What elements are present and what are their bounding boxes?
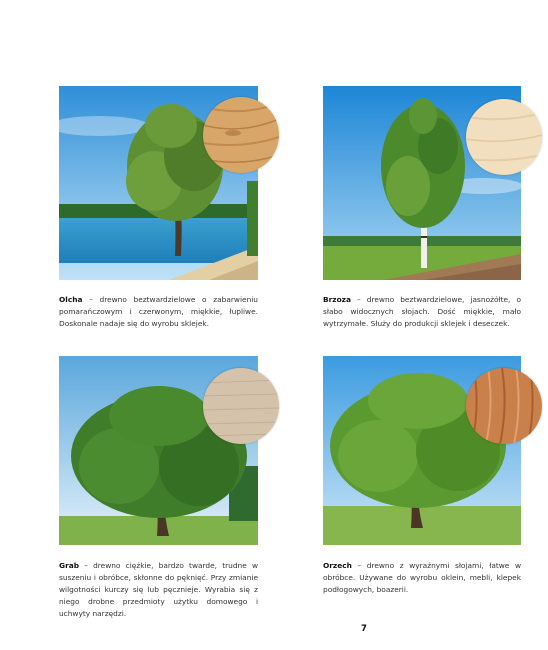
- page-number: 7: [361, 624, 367, 634]
- birch-description: [323, 294, 521, 330]
- alder-name: Olcha: [59, 295, 83, 304]
- walnut-name: Orzech: [323, 561, 352, 570]
- birch-text: – drewno beztwardzielowe, jasnożółte, o słabo widocznych słojach. Dość miękkie, mało wytrzymałe. Służy do produkcji sklejek i deseczek.: [323, 295, 521, 328]
- alder-text: – drewno beztwardzielowe o zabarwieniu pomarańczowym i czerwonym, miękkie, łupliwe. Doskonale nadaje się do wyrobu sklejek.: [59, 295, 258, 328]
- walnut-text: – drewno z wyraźnymi słojami, łatwe w obróbce. Używane do wyrobu oklein, mebli, klepek podłogowych, boazerii.: [323, 561, 521, 594]
- hornbeam-description: [59, 560, 258, 620]
- hornbeam-name: Grab: [59, 561, 79, 570]
- birch-wood-sample: [466, 99, 542, 175]
- hornbeam-text: – drewno ciężkie, bardzo twarde, trudne w suszeniu i obróbce, skłonne do pęknięć. Przy zmianie wilgotności kurczy się lub pęcznieje. Wyrabia się z niego drobne przedmioty użytku domowego i uchwyty narzędzi.: [59, 561, 258, 618]
- walnut-wood-sample: [466, 368, 542, 444]
- walnut-description: [323, 560, 521, 596]
- birch-name: Brzoza: [323, 295, 351, 304]
- hornbeam-wood-sample: [203, 368, 279, 444]
- alder-wood-sample: [203, 97, 279, 173]
- alder-description: [59, 294, 258, 330]
